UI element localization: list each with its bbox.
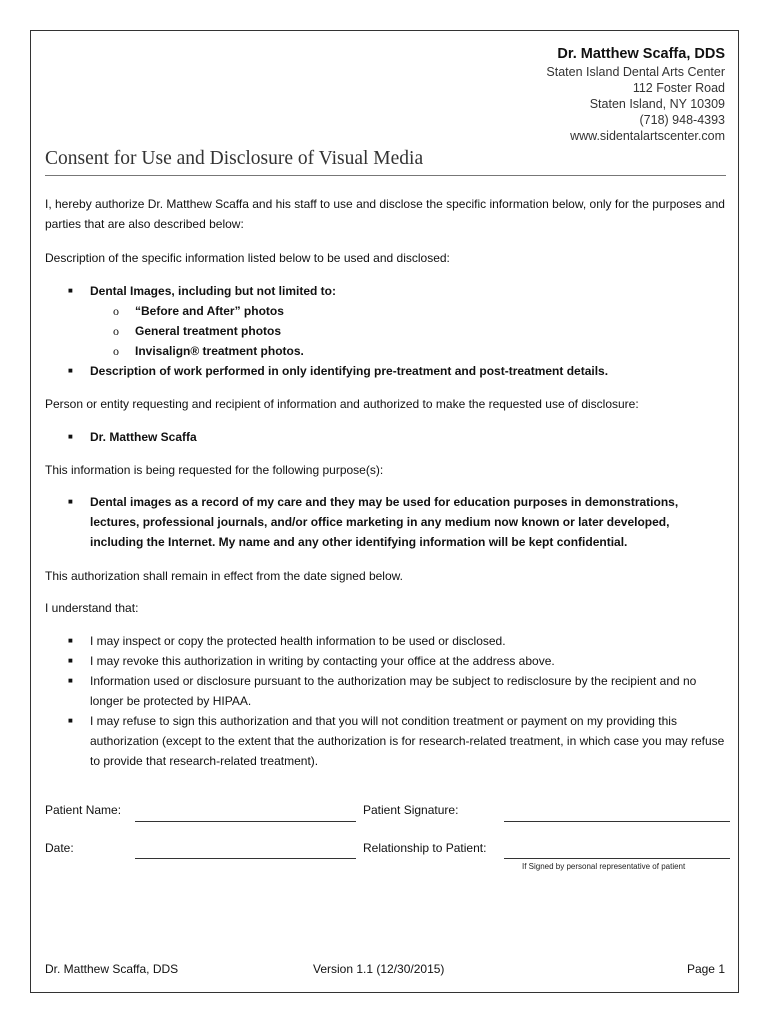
understand-heading: I understand that: — [45, 601, 139, 615]
circle-bullet-icon: o — [113, 324, 119, 338]
letterhead — [546, 46, 725, 144]
requester-heading: Person or entity requesting and recipient of information and authorized to make the requested use of disclosure: — [45, 397, 639, 411]
square-bullet-icon: ■ — [68, 497, 73, 506]
phone-number: (718) 948-4393 — [639, 113, 725, 127]
circle-bullet-icon: o — [113, 304, 119, 318]
understand-item: I may refuse to sign this authorization and that you will not condition treatment or payment on my providing this authorization (except to the extent that the authorization is for research-related treatment, in which case you may refuse to provide that research-related treatment). — [90, 714, 725, 768]
list-item — [45, 361, 725, 381]
square-bullet-icon: ■ — [68, 432, 73, 441]
requester-list — [45, 427, 725, 447]
patient-name-label: Patient Name: — [45, 803, 122, 817]
relationship-note: If Signed by personal representative of patient — [522, 862, 686, 871]
date-label: Date: — [45, 841, 74, 855]
list-item — [90, 301, 725, 321]
list-item — [45, 651, 725, 671]
understand-item: I may inspect or copy the protected health information to be used or disclosed. — [90, 634, 506, 648]
list-item — [45, 492, 725, 552]
patient-signature-field[interactable] — [504, 821, 730, 822]
footer-page-number: Page 1 — [686, 962, 725, 976]
relationship-field[interactable] — [504, 858, 730, 859]
info-list — [45, 281, 725, 381]
square-bullet-icon: ■ — [68, 716, 73, 725]
practice-name: Staten Island Dental Arts Center — [546, 65, 725, 79]
doctor-name: Dr. Matthew Scaffa, DDS — [557, 46, 725, 62]
patient-signature-label: Patient Signature: — [363, 803, 459, 817]
sub-list — [90, 301, 725, 361]
dental-images-item: Dental Images, including but not limited to: — [90, 284, 336, 298]
effect-text: This authorization shall remain in effect from the date signed below. — [45, 569, 403, 583]
city-state-zip: Staten Island, NY 10309 — [589, 97, 725, 111]
purpose-list — [45, 492, 725, 552]
description-heading: Description of the specific information listed below to be used and disclosed: — [45, 251, 450, 265]
square-bullet-icon: ■ — [68, 656, 73, 665]
relationship-label: Relationship to Patient: — [363, 841, 487, 855]
purpose-text: Dental images as a record of my care and they may be used for education purposes in demonstrations, lectures, professional journals, and/or office marketing in any medium now known or later developed, including the Internet. My name and any other identifying information will be kept confidential. — [90, 495, 679, 549]
list-item — [90, 321, 725, 341]
understand-item: Information used or disclosure pursuant to the authorization may be subject to redisclosure by the recipient and no longer be protected by HIPAA. — [90, 674, 697, 708]
understand-item: I may revoke this authorization in writing by contacting your office at the address above. — [90, 654, 555, 668]
page-title: Consent for Use and Disclosure of Visual Media — [45, 148, 424, 169]
square-bullet-icon: ■ — [68, 676, 73, 685]
intro-paragraph: I, hereby authorize Dr. Matthew Scaffa and his staff to use and disclose the specific information below, only for the purposes and parties that are also described below: — [45, 197, 725, 231]
list-item — [45, 427, 725, 447]
circle-bullet-icon: o — [113, 344, 119, 358]
sub-item-general: General treatment photos — [135, 324, 282, 338]
square-bullet-icon: ■ — [68, 366, 73, 375]
sub-item-invisalign: Invisalign® treatment photos. — [135, 344, 304, 358]
footer-version: Version 1.1 (12/30/2015) — [313, 962, 445, 976]
square-bullet-icon: ■ — [68, 636, 73, 645]
square-bullet-icon: ■ — [68, 286, 73, 295]
requester-name: Dr. Matthew Scaffa — [90, 430, 197, 444]
list-item — [45, 711, 725, 771]
list-item — [45, 671, 725, 711]
understand-list — [45, 631, 725, 771]
street-address: 112 Foster Road — [632, 81, 725, 95]
footer-doctor: Dr. Matthew Scaffa, DDS — [45, 962, 179, 976]
title-divider — [45, 175, 726, 176]
list-item — [45, 281, 725, 361]
list-item — [90, 341, 725, 361]
date-field[interactable] — [135, 858, 356, 859]
sub-item-before-after: “Before and After” photos — [135, 304, 284, 318]
description-work-item: Description of work performed in only identifying pre-treatment and post-treatment details. — [90, 364, 609, 378]
purpose-heading: This information is being requested for the following purpose(s): — [45, 463, 384, 477]
list-item — [45, 631, 725, 651]
patient-name-field[interactable] — [135, 821, 356, 822]
website: www.sidentalartscenter.com — [570, 129, 725, 143]
